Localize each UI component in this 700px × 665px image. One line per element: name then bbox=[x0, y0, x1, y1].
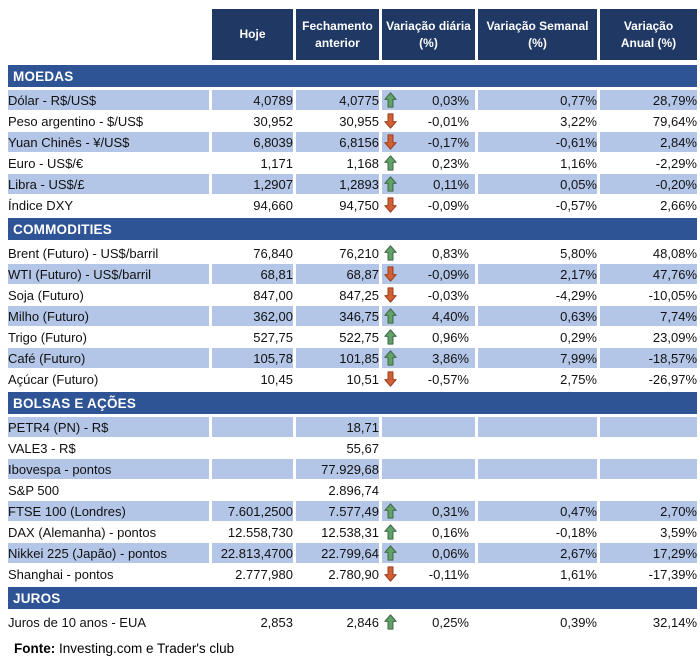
variacao-diaria-content bbox=[382, 153, 475, 173]
up-arrow-icon bbox=[384, 308, 398, 325]
cell-variacao-diaria bbox=[379, 306, 475, 327]
cell-variacao-anual bbox=[597, 438, 697, 459]
cell-hoje: 12.558,730 bbox=[209, 522, 293, 543]
table-row bbox=[8, 564, 697, 585]
variacao-diaria-content bbox=[382, 522, 475, 542]
cell-variacao-diaria bbox=[379, 327, 475, 348]
row-label: Euro - US$/€ bbox=[8, 153, 209, 174]
down-arrow-icon bbox=[384, 134, 398, 151]
variacao-diaria-content bbox=[382, 264, 475, 284]
cell-variacao-diaria bbox=[379, 285, 475, 306]
empty-arrow-slot bbox=[384, 482, 398, 499]
cell-variacao-semanal: 1,16% bbox=[475, 153, 597, 174]
section-header-commodities bbox=[8, 216, 697, 243]
cell-variacao-semanal bbox=[475, 480, 597, 501]
down-arrow-icon bbox=[384, 287, 398, 304]
variacao-diaria-content bbox=[382, 501, 475, 521]
cell-fechamento-anterior: 12.538,31 bbox=[293, 522, 379, 543]
section-title: BOLSAS E AÇÕES bbox=[8, 390, 697, 417]
up-arrow-icon bbox=[384, 545, 398, 562]
table-row bbox=[8, 285, 697, 306]
table-row bbox=[8, 264, 697, 285]
up-arrow-icon bbox=[384, 503, 398, 520]
cell-variacao-semanal: 3,22% bbox=[475, 111, 597, 132]
cell-variacao-anual: 32,14% bbox=[597, 612, 697, 633]
source-label: Fonte: bbox=[14, 641, 56, 656]
empty-arrow-slot bbox=[384, 419, 398, 436]
cell-variacao-diaria bbox=[379, 111, 475, 132]
table-row bbox=[8, 543, 697, 564]
row-label: Brent (Futuro) - US$/barril bbox=[8, 243, 209, 264]
variacao-diaria-content bbox=[382, 285, 475, 305]
cell-variacao-anual: 23,09% bbox=[597, 327, 697, 348]
row-label: Soja (Futuro) bbox=[8, 285, 209, 306]
section-title: COMMODITIES bbox=[8, 216, 697, 243]
cell-fechamento-anterior: 2,846 bbox=[293, 612, 379, 633]
cell-fechamento-anterior: 55,67 bbox=[293, 438, 379, 459]
variacao-diaria-content bbox=[382, 174, 475, 194]
table-row bbox=[8, 480, 697, 501]
cell-variacao-anual: 2,70% bbox=[597, 501, 697, 522]
cell-hoje bbox=[209, 417, 293, 438]
section-title: JUROS bbox=[8, 585, 697, 612]
variacao-diaria-content bbox=[382, 348, 475, 368]
cell-variacao-anual: 28,79% bbox=[597, 90, 697, 111]
cell-variacao-semanal: 1,61% bbox=[475, 564, 597, 585]
cell-variacao-semanal: 0,39% bbox=[475, 612, 597, 633]
cell-variacao-diaria bbox=[379, 195, 475, 216]
cell-fechamento-anterior: 346,75 bbox=[293, 306, 379, 327]
cell-hoje: 30,952 bbox=[209, 111, 293, 132]
column-header-variacao-semanal: Variação Semanal (%) bbox=[475, 9, 597, 63]
cell-fechamento-anterior: 6,8156 bbox=[293, 132, 379, 153]
cell-fechamento-anterior: 101,85 bbox=[293, 348, 379, 369]
variacao-diaria-content bbox=[382, 369, 475, 389]
cell-hoje: 1,2907 bbox=[209, 174, 293, 195]
table-body bbox=[8, 63, 697, 633]
variacao-diaria-content bbox=[382, 132, 475, 152]
variacao-diaria-value: 3,86% bbox=[432, 350, 469, 366]
variacao-diaria-content bbox=[382, 480, 475, 500]
cell-variacao-anual bbox=[597, 459, 697, 480]
table-row bbox=[8, 369, 697, 390]
table-row bbox=[8, 174, 697, 195]
cell-variacao-anual: 2,66% bbox=[597, 195, 697, 216]
cell-hoje: 2,853 bbox=[209, 612, 293, 633]
cell-hoje: 105,78 bbox=[209, 348, 293, 369]
cell-variacao-semanal: 7,99% bbox=[475, 348, 597, 369]
cell-hoje: 4,0789 bbox=[209, 90, 293, 111]
variacao-diaria-value: 0,96% bbox=[432, 329, 469, 345]
source-text: Investing.com e Trader's club bbox=[55, 641, 235, 656]
cell-variacao-anual bbox=[597, 417, 697, 438]
table-row bbox=[8, 111, 697, 132]
row-label: Trigo (Futuro) bbox=[8, 327, 209, 348]
table-row bbox=[8, 438, 697, 459]
cell-variacao-diaria bbox=[379, 90, 475, 111]
variacao-diaria-value: 4,40% bbox=[432, 308, 469, 324]
cell-fechamento-anterior: 2.780,90 bbox=[293, 564, 379, 585]
down-arrow-icon bbox=[384, 113, 398, 130]
cell-hoje bbox=[209, 480, 293, 501]
cell-hoje: 76,840 bbox=[209, 243, 293, 264]
variacao-diaria-value: 0,06% bbox=[432, 545, 469, 561]
cell-variacao-semanal bbox=[475, 438, 597, 459]
cell-variacao-anual: -26,97% bbox=[597, 369, 697, 390]
cell-variacao-semanal: 0,77% bbox=[475, 90, 597, 111]
cell-variacao-diaria bbox=[379, 612, 475, 633]
cell-variacao-semanal: 2,67% bbox=[475, 543, 597, 564]
up-arrow-icon bbox=[384, 524, 398, 541]
cell-fechamento-anterior: 847,25 bbox=[293, 285, 379, 306]
cell-variacao-semanal: -0,57% bbox=[475, 195, 597, 216]
cell-hoje: 1,171 bbox=[209, 153, 293, 174]
table-row bbox=[8, 90, 697, 111]
cell-hoje: 362,00 bbox=[209, 306, 293, 327]
variacao-diaria-value: 0,16% bbox=[432, 524, 469, 540]
cell-variacao-semanal: -0,61% bbox=[475, 132, 597, 153]
cell-fechamento-anterior: 77.929,68 bbox=[293, 459, 379, 480]
market-table bbox=[8, 9, 697, 633]
cell-variacao-diaria bbox=[379, 174, 475, 195]
down-arrow-icon bbox=[384, 197, 398, 214]
table-row bbox=[8, 612, 697, 633]
cell-hoje bbox=[209, 438, 293, 459]
table-row bbox=[8, 522, 697, 543]
row-label: PETR4 (PN) - R$ bbox=[8, 417, 209, 438]
variacao-diaria-content bbox=[382, 306, 475, 326]
cell-variacao-semanal: 2,75% bbox=[475, 369, 597, 390]
column-header-variacao-anual: Variação Anual (%) bbox=[597, 9, 697, 63]
cell-variacao-diaria bbox=[379, 243, 475, 264]
variacao-diaria-value: 0,23% bbox=[432, 155, 469, 171]
cell-variacao-diaria bbox=[379, 417, 475, 438]
cell-fechamento-anterior: 94,750 bbox=[293, 195, 379, 216]
cell-variacao-diaria bbox=[379, 543, 475, 564]
cell-variacao-diaria bbox=[379, 501, 475, 522]
variacao-diaria-value: -0,09% bbox=[427, 197, 469, 213]
row-label: WTI (Futuro) - US$/barril bbox=[8, 264, 209, 285]
variacao-diaria-value: 0,83% bbox=[432, 245, 469, 261]
cell-variacao-semanal: 0,47% bbox=[475, 501, 597, 522]
cell-fechamento-anterior: 522,75 bbox=[293, 327, 379, 348]
cell-variacao-diaria bbox=[379, 369, 475, 390]
variacao-diaria-content bbox=[382, 438, 475, 458]
cell-variacao-semanal: -0,18% bbox=[475, 522, 597, 543]
variacao-diaria-value: -0,09% bbox=[427, 266, 469, 282]
section-header-juros bbox=[8, 585, 697, 612]
cell-variacao-diaria bbox=[379, 348, 475, 369]
cell-fechamento-anterior: 1,2893 bbox=[293, 174, 379, 195]
row-label: Café (Futuro) bbox=[8, 348, 209, 369]
row-label: DAX (Alemanha) - pontos bbox=[8, 522, 209, 543]
cell-variacao-diaria bbox=[379, 438, 475, 459]
table-row bbox=[8, 243, 697, 264]
cell-variacao-anual: -2,29% bbox=[597, 153, 697, 174]
cell-variacao-diaria bbox=[379, 132, 475, 153]
variacao-diaria-value: 0,11% bbox=[433, 176, 469, 192]
table-row bbox=[8, 132, 697, 153]
variacao-diaria-content bbox=[382, 459, 475, 479]
cell-variacao-anual: -17,39% bbox=[597, 564, 697, 585]
cell-fechamento-anterior: 2.896,74 bbox=[293, 480, 379, 501]
row-label: Peso argentino - $/US$ bbox=[8, 111, 209, 132]
cell-variacao-anual: 79,64% bbox=[597, 111, 697, 132]
cell-variacao-semanal: -4,29% bbox=[475, 285, 597, 306]
cell-variacao-anual: -0,20% bbox=[597, 174, 697, 195]
variacao-diaria-content bbox=[382, 612, 475, 632]
table-row bbox=[8, 327, 697, 348]
cell-variacao-diaria bbox=[379, 264, 475, 285]
up-arrow-icon bbox=[384, 614, 398, 631]
up-arrow-icon bbox=[384, 245, 398, 262]
cell-variacao-diaria bbox=[379, 459, 475, 480]
variacao-diaria-value: -0,57% bbox=[427, 371, 469, 387]
table-row bbox=[8, 459, 697, 480]
cell-variacao-anual: 47,76% bbox=[597, 264, 697, 285]
cell-hoje: 68,81 bbox=[209, 264, 293, 285]
cell-variacao-anual: 7,74% bbox=[597, 306, 697, 327]
cell-variacao-semanal: 5,80% bbox=[475, 243, 597, 264]
row-label: Yuan Chinês - ¥/US$ bbox=[8, 132, 209, 153]
cell-fechamento-anterior: 30,955 bbox=[293, 111, 379, 132]
header-row bbox=[8, 9, 697, 63]
cell-variacao-semanal bbox=[475, 417, 597, 438]
variacao-diaria-content bbox=[382, 417, 475, 437]
down-arrow-icon bbox=[384, 566, 398, 583]
variacao-diaria-content bbox=[382, 564, 475, 584]
up-arrow-icon bbox=[384, 92, 398, 109]
row-label: Nikkei 225 (Japão) - pontos bbox=[8, 543, 209, 564]
down-arrow-icon bbox=[384, 371, 398, 388]
variacao-diaria-content bbox=[382, 327, 475, 347]
source-note bbox=[14, 641, 697, 656]
table-row bbox=[8, 195, 697, 216]
table-row bbox=[8, 306, 697, 327]
cell-hoje: 94,660 bbox=[209, 195, 293, 216]
row-label: Shanghai - pontos bbox=[8, 564, 209, 585]
cell-fechamento-anterior: 68,87 bbox=[293, 264, 379, 285]
cell-variacao-anual: -18,57% bbox=[597, 348, 697, 369]
up-arrow-icon bbox=[384, 329, 398, 346]
cell-fechamento-anterior: 1,168 bbox=[293, 153, 379, 174]
section-title: MOEDAS bbox=[8, 63, 697, 90]
variacao-diaria-content bbox=[382, 90, 475, 110]
cell-variacao-diaria bbox=[379, 564, 475, 585]
variacao-diaria-content bbox=[382, 243, 475, 263]
cell-fechamento-anterior: 76,210 bbox=[293, 243, 379, 264]
cell-variacao-semanal: 2,17% bbox=[475, 264, 597, 285]
column-header-fechamento-anterior: Fechamento anterior bbox=[293, 9, 379, 63]
cell-variacao-semanal: 0,63% bbox=[475, 306, 597, 327]
cell-variacao-diaria bbox=[379, 480, 475, 501]
variacao-diaria-value: 0,25% bbox=[432, 614, 469, 630]
down-arrow-icon bbox=[384, 266, 398, 283]
cell-variacao-diaria bbox=[379, 522, 475, 543]
cell-variacao-anual bbox=[597, 480, 697, 501]
cell-hoje: 7.601,2500 bbox=[209, 501, 293, 522]
row-label: FTSE 100 (Londres) bbox=[8, 501, 209, 522]
variacao-diaria-value: -0,17% bbox=[427, 134, 469, 150]
variacao-diaria-value: 0,03% bbox=[432, 92, 469, 108]
cell-variacao-anual: 17,29% bbox=[597, 543, 697, 564]
section-header-bolsas-e-acoes bbox=[8, 390, 697, 417]
row-label: Milho (Futuro) bbox=[8, 306, 209, 327]
cell-variacao-anual: 2,84% bbox=[597, 132, 697, 153]
up-arrow-icon bbox=[384, 176, 398, 193]
variacao-diaria-content bbox=[382, 543, 475, 563]
cell-hoje: 22.813,4700 bbox=[209, 543, 293, 564]
cell-hoje bbox=[209, 459, 293, 480]
cell-fechamento-anterior: 18,71 bbox=[293, 417, 379, 438]
cell-hoje: 2.777,980 bbox=[209, 564, 293, 585]
cell-variacao-semanal: 0,05% bbox=[475, 174, 597, 195]
section-header-moedas bbox=[8, 63, 697, 90]
corner-cell bbox=[8, 9, 209, 63]
cell-fechamento-anterior: 7.577,49 bbox=[293, 501, 379, 522]
row-label: S&P 500 bbox=[8, 480, 209, 501]
cell-variacao-anual: -10,05% bbox=[597, 285, 697, 306]
column-header-hoje: Hoje bbox=[209, 9, 293, 63]
row-label: Dólar - R$/US$ bbox=[8, 90, 209, 111]
cell-fechamento-anterior: 4,0775 bbox=[293, 90, 379, 111]
cell-hoje: 6,8039 bbox=[209, 132, 293, 153]
row-label: Libra - US$/£ bbox=[8, 174, 209, 195]
variacao-diaria-value: -0,11% bbox=[428, 566, 469, 582]
variacao-diaria-value: -0,03% bbox=[427, 287, 469, 303]
cell-fechamento-anterior: 10,51 bbox=[293, 369, 379, 390]
variacao-diaria-value: -0,01% bbox=[427, 113, 469, 129]
row-label: Juros de 10 anos - EUA bbox=[8, 612, 209, 633]
up-arrow-icon bbox=[384, 155, 398, 172]
row-label: VALE3 - R$ bbox=[8, 438, 209, 459]
cell-hoje: 10,45 bbox=[209, 369, 293, 390]
variacao-diaria-value: 0,31% bbox=[432, 503, 469, 519]
empty-arrow-slot bbox=[384, 440, 398, 457]
cell-variacao-anual: 48,08% bbox=[597, 243, 697, 264]
cell-hoje: 847,00 bbox=[209, 285, 293, 306]
cell-variacao-anual: 3,59% bbox=[597, 522, 697, 543]
table-row bbox=[8, 348, 697, 369]
cell-variacao-diaria bbox=[379, 153, 475, 174]
up-arrow-icon bbox=[384, 350, 398, 367]
cell-hoje: 527,75 bbox=[209, 327, 293, 348]
cell-variacao-semanal bbox=[475, 459, 597, 480]
empty-arrow-slot bbox=[384, 461, 398, 478]
cell-fechamento-anterior: 22.799,64 bbox=[293, 543, 379, 564]
cell-variacao-semanal: 0,29% bbox=[475, 327, 597, 348]
row-label: Açúcar (Futuro) bbox=[8, 369, 209, 390]
row-label: Índice DXY bbox=[8, 195, 209, 216]
table-row bbox=[8, 153, 697, 174]
variacao-diaria-content bbox=[382, 111, 475, 131]
table-row bbox=[8, 417, 697, 438]
column-header-variacao-diaria: Variação diária (%) bbox=[379, 9, 475, 63]
variacao-diaria-content bbox=[382, 195, 475, 215]
row-label: Ibovespa - pontos bbox=[8, 459, 209, 480]
table-row bbox=[8, 501, 697, 522]
